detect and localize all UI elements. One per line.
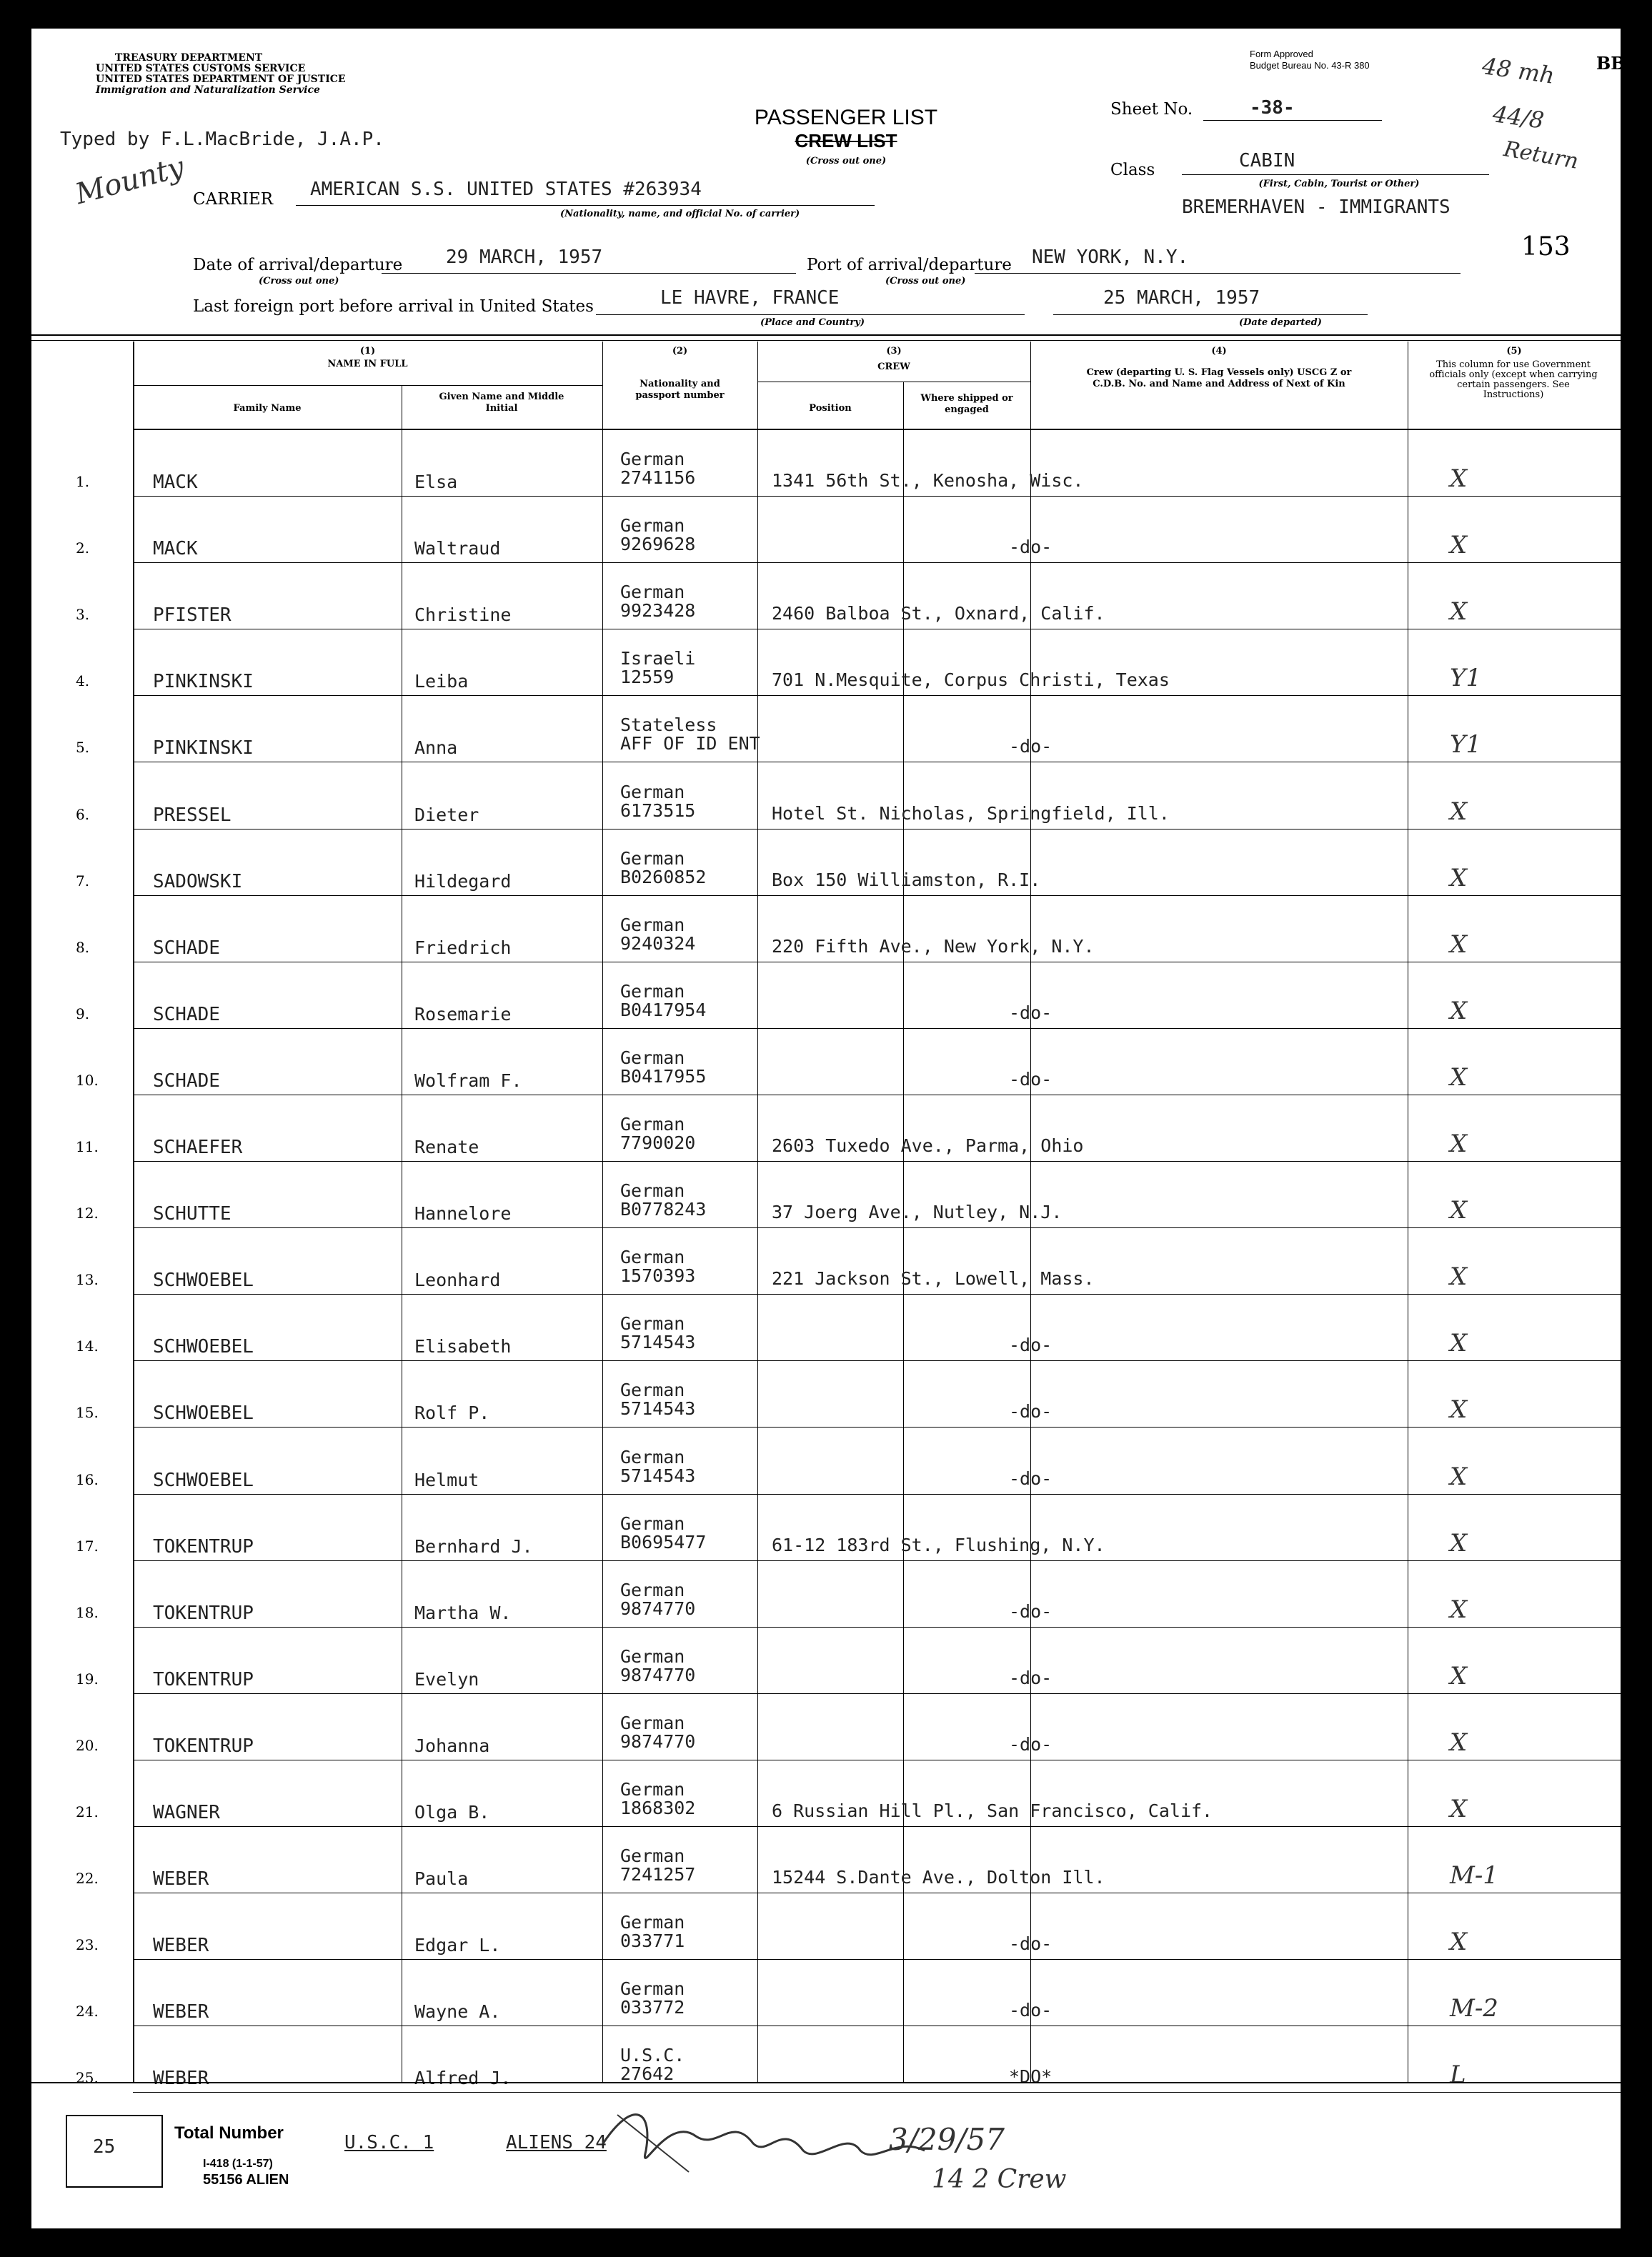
passport-number: 9269628 — [620, 534, 696, 555]
family-name: PFISTER — [153, 604, 232, 627]
row-number: 2. — [76, 539, 90, 557]
given-name: Renate — [414, 1137, 479, 1157]
family-name: SCHADE — [153, 1070, 220, 1092]
passport-number: B0417954 — [620, 999, 707, 1020]
date-departed-value: 25 MARCH, 1957 — [1103, 287, 1260, 309]
row-number: 25. — [76, 2069, 99, 2087]
official-use-header: This column for use Government officials only (except when carrying certain passengers. See Instructions) — [1429, 359, 1598, 400]
carrier-underline — [296, 205, 875, 206]
column-number: (2) — [672, 346, 688, 357]
row-number: 14. — [76, 1337, 99, 1355]
address-next-of-kin: 61-12 183rd St., Flushing, N.Y. — [772, 1534, 1105, 1555]
family-name: TOKENTRUP — [153, 1668, 254, 1690]
row-number: 5. — [76, 739, 90, 757]
table-row — [31, 1228, 1621, 1295]
official-check-mark: X — [1450, 996, 1468, 1025]
column-number: (3) — [886, 346, 902, 357]
address-next-of-kin: 37 Joerg Ave., Nutley, N.J. — [772, 1202, 1063, 1223]
given-name: Helmut — [414, 1469, 479, 1490]
total-label: Total Number — [174, 2123, 284, 2143]
nationality: German — [620, 1114, 685, 1135]
address-next-of-kin: -do- — [1009, 736, 1053, 757]
address-next-of-kin: -do- — [1009, 1002, 1053, 1023]
table-row — [31, 563, 1621, 629]
total-count: 25 — [93, 2136, 116, 2158]
arrival-label: Date of arrival/departure — [193, 256, 403, 274]
nationality: German — [620, 1912, 685, 1933]
family-name: WEBER — [153, 2068, 209, 2090]
official-check-mark: X — [1450, 1728, 1468, 1757]
passport-number: 12559 — [620, 667, 675, 688]
position-header: Position — [809, 403, 852, 414]
table-top-rule — [31, 340, 1621, 341]
nationality: German — [620, 1047, 685, 1068]
passport-number: 1570393 — [620, 1265, 696, 1287]
agency-header — [96, 52, 346, 96]
passport-number: 9240324 — [620, 932, 696, 954]
passport-number: 7241257 — [620, 1864, 696, 1885]
passport-number: 9874770 — [620, 1730, 696, 1752]
passport-number: B0260852 — [620, 866, 707, 887]
official-check-mark: X — [1450, 597, 1468, 627]
official-check-mark: X — [1450, 1329, 1468, 1358]
nationality-header: Nationality and passport number — [635, 379, 725, 401]
family-name: WEBER — [153, 2001, 209, 2023]
passport-number: 27642 — [620, 2063, 675, 2085]
class-underline — [1182, 174, 1489, 175]
row-number: 15. — [76, 1404, 99, 1422]
official-check-mark: X — [1450, 1130, 1468, 1158]
official-check-mark: L — [1450, 2061, 1466, 2090]
official-check-mark: X — [1450, 1462, 1468, 1491]
address-next-of-kin: 15244 S.Dante Ave., Dolton Ill. — [772, 1867, 1105, 1888]
carrier-note: (Nationality, name, and official No. of carrier) — [560, 209, 800, 219]
official-check-mark: X — [1450, 1196, 1468, 1225]
table-row — [31, 1029, 1621, 1095]
passport-number: 2741156 — [620, 467, 696, 488]
row-number: 1. — [76, 473, 90, 490]
column-number: (1) — [359, 346, 376, 357]
group-value: BREMERHAVEN - IMMIGRANTS — [1182, 196, 1451, 218]
nationality: German — [620, 847, 685, 869]
given-name: Leonhard — [414, 1270, 501, 1291]
given-name: Olga B. — [414, 1802, 490, 1823]
passport-number: 5714543 — [620, 1332, 696, 1353]
table-top-rule — [31, 334, 1621, 336]
given-name: Elisabeth — [414, 1336, 512, 1357]
header-rule — [133, 385, 602, 386]
nationality: German — [620, 1978, 685, 2000]
official-check-mark: X — [1450, 464, 1468, 493]
nationality: Stateless — [620, 714, 717, 736]
given-name: Wayne A. — [414, 2001, 501, 2023]
nationality: U.S.C. — [620, 2045, 685, 2066]
table-row — [31, 1960, 1621, 2026]
cross-out-note: (Cross out one) — [805, 156, 887, 166]
page-number: 153 — [1521, 232, 1571, 261]
nationality: German — [620, 515, 685, 537]
official-check-mark: X — [1450, 1528, 1468, 1558]
nationality: German — [620, 449, 685, 469]
table-row — [31, 696, 1621, 762]
nationality: Israeli — [620, 648, 696, 669]
aliens-count: ALIENS 24 — [506, 2132, 607, 2153]
table-row — [31, 1428, 1621, 1495]
family-name: SCHADE — [153, 1003, 220, 1025]
nationality: German — [620, 1247, 685, 1268]
official-check-mark: X — [1450, 531, 1468, 560]
given-name: Rolf P. — [414, 1402, 490, 1424]
official-check-mark: M-2 — [1450, 1994, 1498, 2023]
sheet-number: -38- — [1250, 97, 1295, 119]
last-port-label: Last foreign port before arrival in United States — [193, 297, 594, 316]
agency-line: UNITED STATES CUSTOMS SERVICE — [96, 63, 306, 74]
last-port-value: LE HAVRE, FRANCE — [660, 287, 840, 309]
address-next-of-kin: -do- — [1009, 1667, 1053, 1688]
nationality: German — [620, 1779, 685, 1800]
official-check-mark: X — [1450, 797, 1468, 826]
given-name: Rosemarie — [414, 1003, 512, 1025]
row-number: 24. — [76, 2003, 99, 2021]
nationality: German — [620, 1712, 685, 1733]
usc-count: U.S.C. 1 — [344, 2132, 434, 2153]
given-name: Bernhard J. — [414, 1535, 533, 1557]
passport-number: 5714543 — [620, 1398, 696, 1420]
approval-line: Form Approved — [1250, 49, 1313, 59]
arrival-underline — [382, 273, 796, 274]
passport-number: 033771 — [620, 1930, 685, 1952]
row-number: 9. — [76, 1005, 90, 1022]
address-next-of-kin: -do- — [1009, 1933, 1053, 1955]
row-number: 20. — [76, 1736, 99, 1754]
form-approval — [1250, 49, 1370, 71]
row-number: 23. — [76, 1936, 99, 1954]
row-number: 10. — [76, 1071, 99, 1089]
row-number: 21. — [76, 1803, 99, 1820]
table-row — [31, 629, 1621, 696]
address-next-of-kin: -do- — [1009, 1335, 1053, 1356]
port-label: Port of arrival/departure — [807, 256, 1012, 274]
date-departed-underline — [1053, 314, 1368, 315]
table-row — [31, 430, 1621, 497]
official-check-mark: X — [1450, 1928, 1468, 1957]
nationality: German — [620, 582, 685, 603]
address-next-of-kin: -do- — [1009, 1600, 1053, 1622]
family-name: PINKINSKI — [153, 737, 254, 759]
column-number: (4) — [1211, 346, 1227, 357]
typed-by: Typed by F.L.MacBride, J.A.P. — [60, 129, 384, 150]
row-number: 3. — [76, 606, 90, 624]
address-next-of-kin: -do- — [1009, 1401, 1053, 1423]
nationality: German — [620, 1380, 685, 1401]
last-port-underline — [596, 314, 1025, 315]
given-name: Wolfram F. — [414, 1070, 522, 1091]
family-name: SCHWOEBEL — [153, 1469, 254, 1491]
family-name: SCHUTTE — [153, 1203, 232, 1225]
family-name: SCHADE — [153, 937, 220, 959]
address-next-of-kin: 1341 56th St., Kenosha, Wisc. — [772, 470, 1084, 491]
passport-number: 9874770 — [620, 1598, 696, 1619]
given-name: Waltraud — [414, 538, 501, 559]
handwritten-note: Return — [1501, 136, 1581, 174]
given-name: Hannelore — [414, 1203, 512, 1225]
given-name: Martha W. — [414, 1602, 512, 1623]
family-name: TOKENTRUP — [153, 1602, 254, 1624]
passport-number: B0695477 — [620, 1531, 707, 1553]
official-check-mark: M-1 — [1450, 1861, 1498, 1890]
table-row — [31, 1095, 1621, 1162]
class-note: (First, Cabin, Tourist or Other) — [1258, 179, 1420, 189]
family-name: PINKINSKI — [153, 671, 254, 693]
crew-info-header: Crew (departing U. S. Flag Vessels only) USCG Z or C.D.B. No. and Name and Address of Next of Kin — [1086, 367, 1352, 389]
port-underline — [975, 273, 1461, 274]
last-port-note: (Place and Country) — [760, 317, 865, 328]
nationality: German — [620, 781, 685, 802]
passport-number: 9923428 — [620, 600, 696, 622]
family-name: MACK — [153, 472, 198, 493]
row-number: 17. — [76, 1537, 99, 1555]
nationality: German — [620, 1579, 685, 1600]
address-next-of-kin: Hotel St. Nicholas, Springfield, Ill. — [772, 802, 1170, 824]
handwritten-note: 14 2 Crew — [932, 2165, 1067, 2194]
official-check-mark: X — [1450, 1395, 1468, 1425]
table-row — [31, 763, 1621, 829]
row-number: 19. — [76, 1670, 99, 1688]
form-code: I-418 (1-1-57) — [203, 2158, 273, 2170]
passport-number: 5714543 — [620, 1465, 696, 1486]
given-name: Leiba — [414, 671, 469, 692]
nationality: German — [620, 914, 685, 935]
cross-out-note: (Cross out one) — [259, 276, 339, 287]
row-number: 6. — [76, 805, 90, 823]
carrier-label: CARRIER — [193, 190, 274, 209]
carrier-value: AMERICAN S.S. UNITED STATES #263934 — [310, 179, 702, 200]
table-row — [31, 896, 1621, 962]
row-number: 22. — [76, 1870, 99, 1888]
passport-number: B0417955 — [620, 1065, 707, 1087]
agency-line: Immigration and Naturalization Service — [96, 84, 320, 96]
approval-line: Budget Bureau No. 43-R 380 — [1250, 60, 1370, 71]
arrival-value: 29 MARCH, 1957 — [446, 246, 603, 268]
passenger-list-form — [31, 29, 1626, 2228]
official-check-mark: Y1 — [1450, 730, 1482, 759]
family-name: WEBER — [153, 1868, 209, 1890]
date-departed-note: (Date departed) — [1239, 317, 1322, 328]
sheet-underline — [1203, 120, 1382, 121]
address-next-of-kin: -do- — [1009, 1068, 1053, 1090]
table-row — [31, 1361, 1621, 1428]
row-number: 12. — [76, 1205, 99, 1222]
passport-number: 033772 — [620, 1997, 685, 2018]
official-check-mark: X — [1450, 1262, 1468, 1292]
passport-number: B0778243 — [620, 1199, 707, 1220]
given-name: Johanna — [414, 1735, 490, 1756]
given-name: Paula — [414, 1868, 469, 1890]
table-row — [31, 497, 1621, 563]
table-row — [31, 1893, 1621, 1960]
family-name: WEBER — [153, 1935, 209, 1957]
address-next-of-kin: -do- — [1009, 537, 1053, 558]
handwritten-note: 48 mh — [1480, 52, 1556, 89]
nationality: German — [620, 1446, 685, 1468]
given-name-header: Given Name and Middle Initial — [439, 392, 564, 414]
handwritten-note: 44/8 — [1491, 100, 1546, 134]
row-number: 8. — [76, 938, 90, 956]
family-name: TOKENTRUP — [153, 1535, 254, 1558]
address-next-of-kin: 701 N.Mesquite, Corpus Christi, Texas — [772, 669, 1170, 691]
address-next-of-kin: 221 Jackson St., Lowell, Mass. — [772, 1268, 1095, 1290]
official-check-mark: Y1 — [1450, 664, 1482, 693]
address-next-of-kin: Box 150 Williamston, R.I. — [772, 869, 1041, 890]
address-next-of-kin: *DO* — [1009, 2066, 1053, 2088]
passport-number: 6173515 — [620, 799, 696, 821]
row-number: 4. — [76, 672, 90, 690]
class-value: CABIN — [1239, 150, 1295, 171]
nationality: German — [620, 1645, 685, 1667]
family-name: PRESSEL — [153, 804, 232, 826]
nationality: German — [620, 1180, 685, 1202]
official-check-mark: X — [1450, 1795, 1468, 1823]
crew-header: CREW — [877, 362, 910, 372]
shipped-header: Where shipped or engaged — [920, 393, 1013, 415]
table-row — [31, 1827, 1621, 1893]
given-name: Elsa — [414, 472, 458, 492]
passport-number: AFF OF ID ENT — [620, 733, 760, 754]
column-number: (5) — [1506, 346, 1522, 357]
official-check-mark: X — [1450, 1062, 1468, 1092]
agency-line: UNITED STATES DEPARTMENT OF JUSTICE — [96, 74, 346, 85]
family-name-header: Family Name — [233, 403, 302, 414]
given-name: Hildegard — [414, 870, 512, 892]
table-row — [31, 1162, 1621, 1228]
family-name: WAGNER — [153, 1802, 220, 1823]
family-name: TOKENTRUP — [153, 1735, 254, 1757]
given-name: Anna — [414, 737, 458, 759]
alien-code: 55156 ALIEN — [203, 2172, 289, 2188]
official-check-mark: X — [1450, 863, 1468, 892]
family-name: SCHWOEBEL — [153, 1270, 254, 1292]
passport-number: 9874770 — [620, 1664, 696, 1685]
given-name: Christine — [414, 604, 512, 626]
address-next-of-kin: -do- — [1009, 2000, 1053, 2021]
table-row — [31, 1495, 1621, 1561]
table-row — [31, 829, 1621, 896]
table-row — [31, 1295, 1621, 1361]
address-next-of-kin: 2460 Balboa St., Oxnard, Calif. — [772, 603, 1105, 624]
agency-line: TREASURY DEPARTMENT — [114, 52, 263, 64]
table-row — [31, 962, 1621, 1029]
family-name: SADOWSKI — [153, 870, 243, 892]
class-label: Class — [1110, 161, 1155, 179]
nationality: German — [620, 980, 685, 1002]
given-name: Edgar L. — [414, 1935, 501, 1956]
port-value: NEW YORK, N.Y. — [1032, 246, 1189, 268]
margin-handwriting: Mounty — [71, 150, 188, 211]
form-title: PASSENGER LIST — [754, 106, 938, 129]
row-number: 13. — [76, 1271, 99, 1289]
family-name: MACK — [153, 538, 198, 560]
official-check-mark: X — [1450, 930, 1468, 959]
row-number: 11. — [76, 1138, 99, 1155]
row-number: 7. — [76, 872, 90, 890]
crew-list-struck: CREW LIST — [795, 130, 897, 151]
address-next-of-kin: -do- — [1009, 1733, 1053, 1755]
official-check-mark: X — [1450, 1595, 1468, 1624]
given-name: Alfred J. — [414, 2068, 512, 2089]
nationality: German — [620, 1513, 685, 1534]
cross-out-note: (Cross out one) — [885, 276, 966, 287]
table-row — [31, 1628, 1621, 1694]
column-title: NAME IN FULL — [327, 359, 408, 369]
sheet-label: Sheet No. — [1110, 100, 1193, 119]
nationality: German — [620, 1845, 685, 1867]
table-row — [31, 1561, 1621, 1628]
address-next-of-kin: -do- — [1009, 1468, 1053, 1489]
table-row — [31, 1760, 1621, 1827]
address-next-of-kin: 220 Fifth Ave., New York, N.Y. — [772, 935, 1095, 957]
address-next-of-kin: 6 Russian Hill Pl., San Francisco, Calif. — [772, 1800, 1213, 1821]
table-bottom-rule — [31, 2082, 1621, 2083]
family-name: SCHWOEBEL — [153, 1336, 254, 1358]
row-number: 16. — [76, 1470, 99, 1488]
given-name: Friedrich — [414, 937, 512, 958]
row-number: 18. — [76, 1603, 99, 1621]
given-name: Dieter — [414, 804, 479, 825]
signature-date: 3/29/57 — [889, 2122, 1005, 2157]
passport-number: 7790020 — [620, 1132, 696, 1153]
corner-code: BB — [1596, 53, 1626, 74]
family-name: SCHAEFER — [153, 1137, 243, 1158]
given-name: Evelyn — [414, 1668, 479, 1690]
official-check-mark: X — [1450, 1661, 1468, 1690]
table-row — [31, 1694, 1621, 1760]
passport-number: 1868302 — [620, 1798, 696, 1818]
address-next-of-kin: 2603 Tuxedo Ave., Parma, Ohio — [772, 1135, 1084, 1156]
nationality: German — [620, 1313, 685, 1335]
family-name: SCHWOEBEL — [153, 1402, 254, 1425]
